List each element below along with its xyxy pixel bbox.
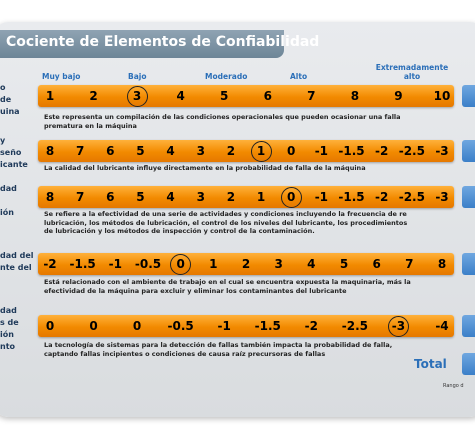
rating-option-value: -2.5 (398, 190, 425, 204)
rating-option-value: -3 (388, 316, 409, 337)
rating-option-value: -1 (217, 319, 231, 333)
rating-option-value: 1 (45, 89, 55, 103)
rating-option[interactable] (427, 315, 457, 337)
rating-option-value: 3 (196, 144, 205, 158)
rating-option-value: 2 (226, 190, 236, 204)
rating-option[interactable] (35, 140, 65, 162)
rating-option-value: 3 (274, 257, 283, 271)
rating-bar-4 (38, 315, 454, 337)
rating-option-value: 5 (220, 89, 229, 103)
rating-option-value: 9 (394, 89, 403, 103)
rating-option[interactable] (253, 85, 283, 107)
row-label-0 (0, 82, 20, 118)
rating-option[interactable] (122, 315, 152, 337)
rating-option-value: -1 (108, 257, 122, 271)
rating-option-value: 8 (45, 144, 55, 158)
rating-option[interactable] (35, 85, 65, 107)
rating-option-value: 7 (75, 144, 85, 158)
rating-option[interactable] (133, 253, 163, 275)
rating-option-value: 4 (307, 257, 316, 271)
rating-option-value: 3 (127, 86, 148, 107)
rating-option-selected[interactable] (246, 140, 276, 162)
page-title: Cociente de Elementos de Confiabilidad (6, 34, 320, 50)
row-label-line: ión (0, 208, 14, 217)
rating-option-value: 0 (132, 319, 142, 333)
rating-option-value: 1 (251, 141, 272, 162)
row-score-box[interactable] (462, 253, 475, 275)
rating-option[interactable] (216, 140, 246, 162)
rating-option[interactable] (427, 186, 457, 208)
row-description: La tecnología de sistemas para la detección de fallas también impacta la probabilidad de falla, captando fallas incipientes o condiciones de causa raíz precursoras de fallas (44, 341, 393, 358)
row-description: Este representa un compilación de las condiciones operacionales que pueden ocasionar una falla prematura en la máquina (44, 113, 401, 130)
row-label-line: ión (0, 330, 14, 339)
rating-option-value: 6 (106, 144, 115, 158)
rating-option[interactable] (329, 253, 359, 275)
rating-option-value: 2 (241, 257, 251, 271)
rating-option[interactable] (337, 186, 367, 208)
rating-option-value: 8 (437, 257, 447, 271)
rating-option-value: 0 (45, 319, 55, 333)
rating-option[interactable] (216, 186, 246, 208)
rating-option-value: 2 (89, 89, 98, 103)
rating-option-value: 7 (307, 89, 316, 103)
rating-option[interactable] (35, 315, 65, 337)
row-score-box[interactable] (462, 140, 475, 162)
rating-option[interactable] (276, 140, 306, 162)
rating-option-value: 8 (350, 89, 360, 103)
rating-option-value: 7 (405, 257, 414, 271)
rating-option[interactable] (156, 186, 186, 208)
rating-option-value: -2 (43, 257, 57, 271)
row-label-2 (0, 183, 17, 219)
row-score-box[interactable] (462, 85, 475, 107)
row-description: Está relacionado con el ambiente de trabajo en el cual se encuentra expuesta la maquinaria, más la efectividad de la máquina para excluir y eliminar los contaminantes del lubricante (44, 278, 411, 295)
rating-option[interactable] (253, 315, 283, 337)
rating-option[interactable] (397, 140, 427, 162)
rating-option-value: -1 (314, 190, 329, 204)
row-label-line: o (0, 83, 6, 92)
row-label-line: seño (0, 148, 22, 157)
rating-option[interactable] (427, 140, 457, 162)
rating-option-value: 1 (256, 190, 266, 204)
rating-bar-1 (38, 140, 454, 162)
rating-option[interactable] (95, 186, 125, 208)
rating-option[interactable] (35, 253, 65, 275)
rating-option-value: -1.5 (69, 257, 96, 271)
rating-option[interactable] (296, 253, 326, 275)
rating-option[interactable] (306, 140, 336, 162)
rating-option-value: -3 (435, 190, 449, 204)
rating-bar-0 (38, 85, 454, 107)
rating-option-value: -1.5 (254, 319, 281, 333)
rating-option-value: -2.5 (398, 144, 425, 158)
rating-option[interactable] (427, 253, 457, 275)
rating-option[interactable] (296, 315, 326, 337)
rating-option[interactable] (65, 140, 95, 162)
scale-label-alto: Alto (290, 72, 308, 81)
row-label-1 (0, 135, 28, 171)
rating-option-selected[interactable] (122, 85, 152, 107)
row-label-line: nte del (0, 263, 32, 272)
rating-option-value: -1 (314, 144, 329, 158)
rating-option[interactable] (156, 140, 186, 162)
rating-bar-3 (38, 253, 454, 275)
rating-option-value: 3 (196, 190, 205, 204)
row-label-line: de (0, 95, 12, 104)
rating-option-value: -1.5 (338, 144, 365, 158)
rating-option-value: -4 (435, 319, 449, 333)
row-label-line: dad del (0, 251, 34, 260)
rating-option[interactable] (231, 253, 261, 275)
row-label-line: uina (0, 107, 20, 116)
row-description: Se refiere a la efectividad de una serie de actividades y condiciones incluyendo la frecuencia de re lubricación, los métodos de lubricación, el control de los niveles del lubricante, los procedimientos de lubricación y los métodos de inspección y control de la contaminación. (44, 210, 408, 235)
rating-option[interactable] (209, 315, 239, 337)
rating-option[interactable] (246, 186, 276, 208)
rating-option[interactable] (264, 253, 294, 275)
rating-bar-2 (38, 186, 454, 208)
rating-option-selected[interactable] (383, 315, 413, 337)
rating-option[interactable] (125, 140, 155, 162)
rating-option-value: -0.5 (134, 257, 162, 271)
total-label: Total (414, 357, 447, 371)
row-label-line: icante (0, 160, 28, 169)
rating-option[interactable] (306, 186, 336, 208)
rating-option-value: -3 (435, 144, 449, 158)
rating-option[interactable] (394, 253, 424, 275)
rating-option-selected[interactable] (276, 186, 306, 208)
rating-option[interactable] (198, 253, 228, 275)
rating-option[interactable] (362, 253, 392, 275)
rating-option-value: 6 (263, 89, 272, 103)
rating-option[interactable] (79, 315, 109, 337)
row-label-line: dad (0, 306, 17, 315)
rating-option-value: 5 (339, 257, 349, 271)
rating-option[interactable] (166, 315, 196, 337)
rating-option[interactable] (337, 140, 367, 162)
row-label-3 (0, 250, 34, 274)
row-label-line: nto (0, 342, 16, 351)
scale-label-muy-bajo: Muy bajo (42, 72, 81, 81)
rating-option-value: 4 (166, 190, 175, 204)
rating-option[interactable] (340, 315, 370, 337)
rating-option-value: 6 (106, 190, 115, 204)
rating-option-selected[interactable] (166, 253, 196, 275)
rating-option-value: 10 (433, 89, 451, 103)
rating-option-value: 0 (281, 187, 302, 208)
rating-option[interactable] (367, 140, 397, 162)
rating-option[interactable] (35, 186, 65, 208)
rating-option-value: 0 (89, 319, 98, 333)
row-score-box[interactable] (462, 186, 475, 208)
rating-option-value: -2 (304, 319, 318, 333)
rating-option-value: -2 (375, 190, 389, 204)
rating-option[interactable] (65, 186, 95, 208)
scale-label-moderado: Moderado (205, 72, 248, 81)
rating-option[interactable] (383, 85, 413, 107)
rating-option[interactable] (186, 186, 216, 208)
rating-option-value: -1.5 (338, 190, 365, 204)
rating-option-value: 0 (287, 144, 296, 158)
rating-option[interactable] (68, 253, 98, 275)
rating-option[interactable] (166, 85, 196, 107)
rating-option-value: -2.5 (341, 319, 368, 333)
rating-option[interactable] (427, 85, 457, 107)
row-description: La calidad del lubricante influye directamente en la probabilidad de falla de la máquina (44, 164, 366, 172)
rating-option[interactable] (186, 140, 216, 162)
rating-option[interactable] (367, 186, 397, 208)
rating-option-value: 6 (372, 257, 381, 271)
rating-option-value: 0 (170, 254, 191, 275)
rating-option-value: -0.5 (167, 319, 194, 333)
rating-option[interactable] (79, 85, 109, 107)
rating-option-value: -2 (375, 144, 389, 158)
rating-option[interactable] (296, 85, 326, 107)
total-value-box[interactable] (462, 353, 475, 375)
scale-label-bajo: Bajo (128, 72, 147, 81)
row-label-line (0, 195, 17, 207)
rating-option-value: 1 (209, 257, 218, 271)
row-label-line: dad (0, 184, 17, 193)
range-note: Rango d (443, 383, 464, 389)
row-label-line: s de (0, 318, 19, 327)
scale-label-extremadamente-alto: Extremadamente alto (375, 63, 449, 81)
rating-option-value: 5 (136, 144, 145, 158)
rating-option-value: 4 (166, 144, 175, 158)
rating-option[interactable] (95, 140, 125, 162)
rating-option[interactable] (125, 186, 155, 208)
rating-option[interactable] (209, 85, 239, 107)
rating-option-value: 5 (136, 190, 145, 204)
rating-option[interactable] (100, 253, 130, 275)
rating-option-value: 8 (45, 190, 55, 204)
rating-option-value: 7 (75, 190, 85, 204)
rating-option[interactable] (340, 85, 370, 107)
rating-option-value: 2 (226, 144, 236, 158)
row-score-box[interactable] (462, 315, 475, 337)
rating-option-value: 4 (176, 89, 185, 103)
row-label-4 (0, 305, 19, 353)
rating-option[interactable] (397, 186, 427, 208)
row-label-line: y (0, 136, 6, 145)
